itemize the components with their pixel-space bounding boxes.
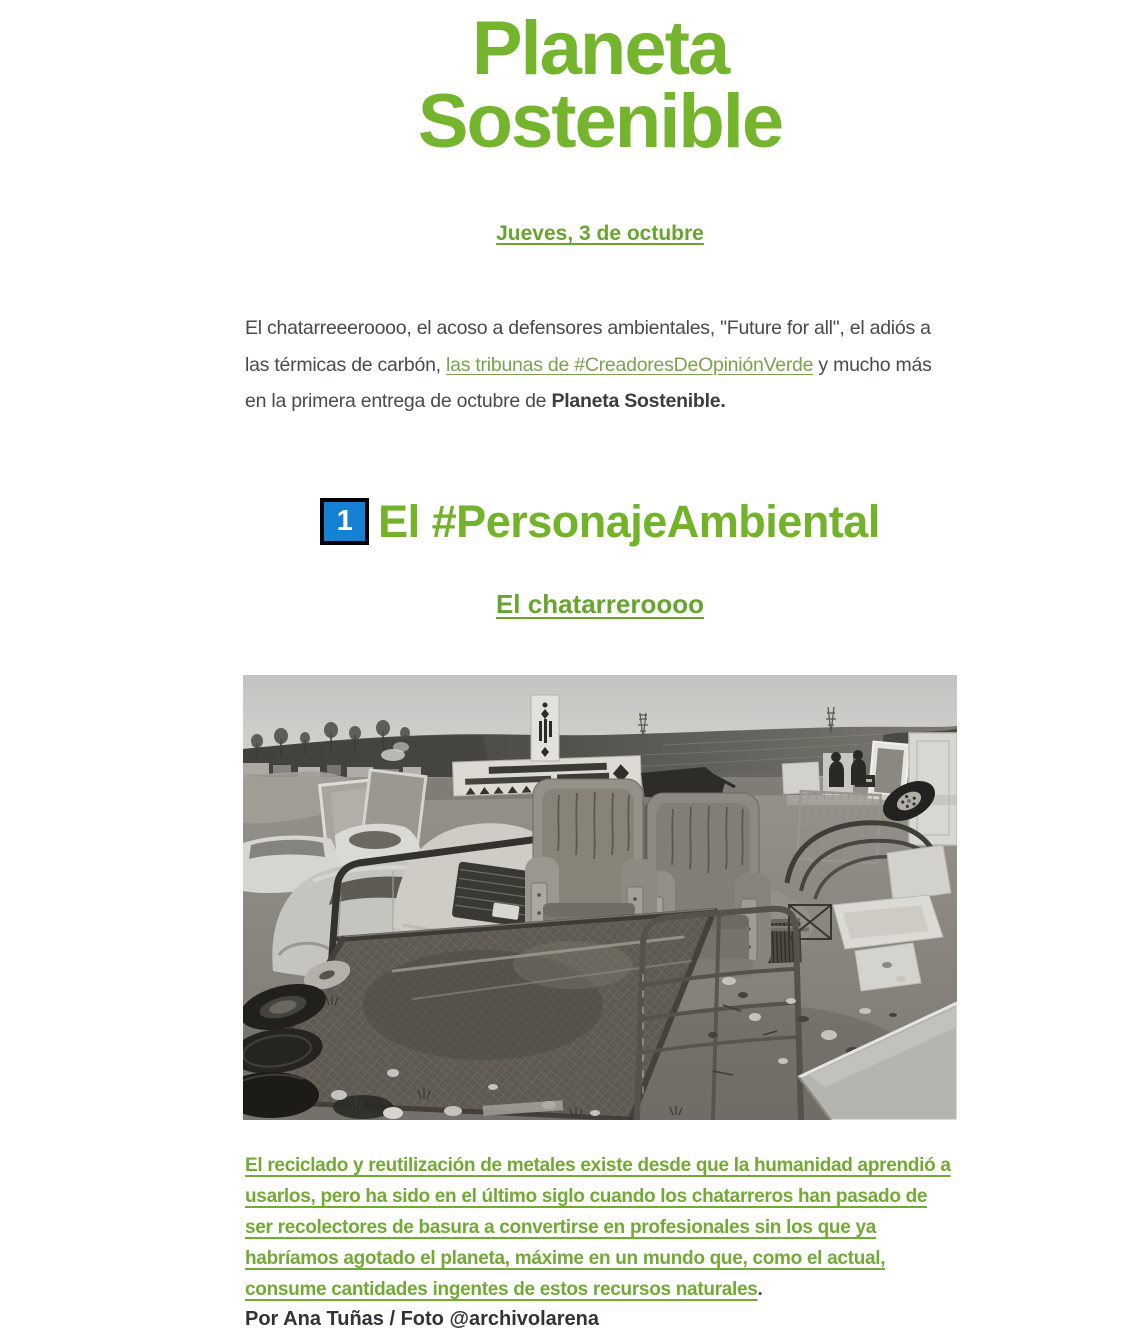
intro-text-before: El chatarreeeroooo, el acoso a defensores ambientales, "Future for all", el adiós a las térmicas de carbón, — [245, 317, 931, 376]
intro-text-after: y mucho más en la primera entrega de octubre de — [245, 353, 932, 412]
byline: Por Ana Tuñas / Foto @archivolarena — [245, 1308, 600, 1330]
newsletter-title — [243, 6, 957, 164]
date-link[interactable]: Jueves, 3 de octubre — [496, 222, 704, 245]
date-row — [243, 222, 957, 246]
article-photo — [243, 675, 957, 1120]
lead-paragraph — [245, 1150, 957, 1305]
newsletter-title-line2: Sostenible — [417, 79, 783, 164]
lead-link[interactable]: El reciclado y reutilización de metales existe desde que la humanidad aprendió a usarlos, pero ha sido en el último siglo cuando los chatarreros han pasado de ser recolectores de basura a convertirse en profesionales sin los que ya habríamos agotado el planeta, máxime en un mundo que, como el actual, consume cantidades ingentes de estos recursos naturales — [245, 1155, 951, 1300]
section-heading-row — [243, 494, 957, 549]
intro-paragraph — [245, 310, 957, 420]
section-heading: El #PersonajeAmbiental — [378, 496, 880, 547]
newsletter-title-line1: Planeta — [471, 6, 729, 91]
intro-bold-title: Planeta Sostenible. — [551, 390, 726, 412]
article-title-row — [243, 589, 957, 620]
article-title-link[interactable]: El chatarreroooo — [495, 589, 705, 619]
junkyard-photo-illustration — [243, 675, 957, 1120]
intro-opinion-link[interactable]: las tribunas de #CreadoresDeOpiniónVerde — [446, 353, 814, 376]
section-number-badge: 1 — [320, 498, 369, 545]
newsletter-page — [243, 0, 957, 1344]
lead-period: . — [757, 1279, 763, 1300]
